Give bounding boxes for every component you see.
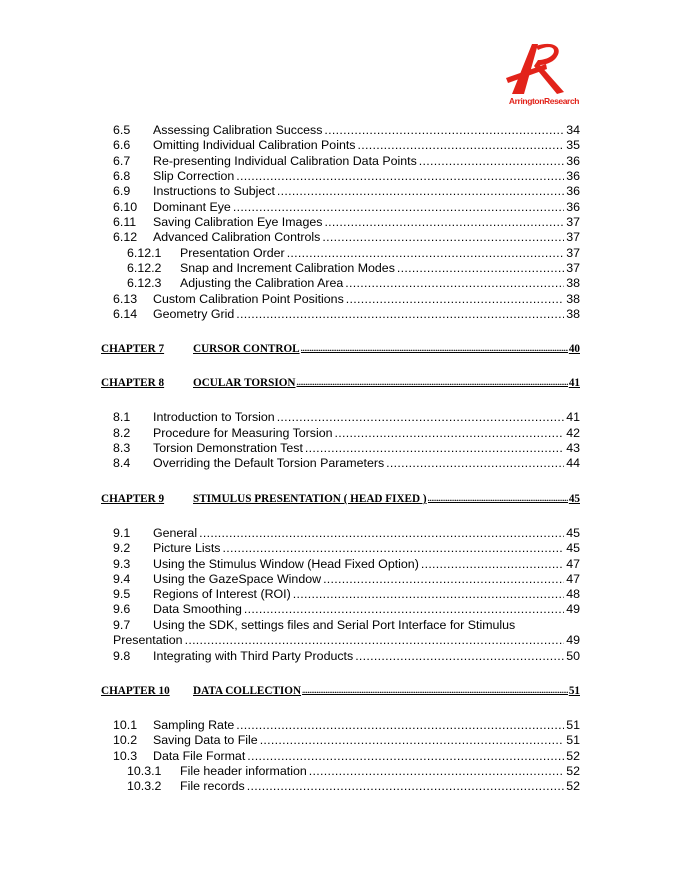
logo-brand-text: ArringtonResearch: [508, 96, 580, 106]
entry-number: 9.1: [113, 526, 131, 540]
entry-title: Picture Lists: [153, 541, 221, 555]
entry-number: 9.7: [113, 618, 131, 632]
entry-title: Omitting Individual Calibration Points: [153, 138, 356, 152]
entry-page: 34: [566, 123, 580, 137]
entry-number: 8.2: [113, 426, 131, 440]
chapter-heading-9[interactable]: [101, 492, 580, 506]
entry-title: Re-presenting Individual Calibration Data Points: [153, 154, 417, 168]
entry-page: 37: [566, 261, 580, 275]
entry-page: 43: [566, 441, 580, 455]
chapter-page: 51: [568, 685, 580, 697]
entry-title: File records: [180, 779, 245, 793]
toc-entry[interactable]: [113, 602, 580, 617]
dot-leader: [287, 246, 565, 261]
entry-number: 9.6: [113, 602, 131, 616]
toc-entry[interactable]: [113, 733, 580, 748]
entry-title: Snap and Increment Calibration Modes: [180, 261, 395, 275]
chapter-title: OCULAR TORSION: [193, 377, 296, 389]
toc-subentry[interactable]: [127, 779, 580, 794]
toc-entry[interactable]: [113, 557, 580, 572]
dot-leader: [324, 215, 564, 230]
entry-page: 52: [566, 779, 580, 793]
entry-number: 6.5: [113, 123, 131, 137]
entry-number: 6.8: [113, 169, 131, 183]
dot-leader: [335, 426, 565, 441]
entry-number: 8.4: [113, 456, 131, 470]
toc-entry[interactable]: [113, 169, 580, 184]
entry-number: 10.2: [113, 733, 138, 747]
dot-leader: [419, 154, 564, 169]
toc-subentry[interactable]: [127, 261, 580, 276]
toc-entry[interactable]: [113, 587, 580, 602]
entry-title: File header information: [180, 764, 307, 778]
entry-page: 38: [566, 307, 580, 321]
chapter-title: STIMULUS PRESENTATION ( HEAD FIXED ): [193, 493, 427, 505]
chapter-number: CHAPTER 7: [101, 343, 165, 355]
entry-page: 47: [566, 572, 580, 586]
entry-page: 47: [566, 557, 580, 571]
entry-number: 6.10: [113, 200, 138, 214]
entry-title: General: [153, 526, 198, 540]
toc-entry[interactable]: [113, 441, 580, 456]
entry-title: Instructions to Subject: [153, 184, 275, 198]
toc-entry[interactable]: [113, 410, 580, 425]
entry-page: 38: [566, 276, 580, 290]
toc-entry[interactable]: [113, 138, 580, 153]
dot-leader: [323, 572, 564, 587]
entry-number: 10.3: [113, 749, 138, 763]
dot-leader: [277, 410, 565, 425]
dot-leader: [244, 602, 564, 617]
entry-page: 51: [566, 718, 580, 732]
entry-number: 6.7: [113, 154, 131, 168]
entry-title: Saving Data to File: [153, 733, 258, 747]
entry-title: Introduction to Torsion: [153, 410, 275, 424]
entry-title: Sampling Rate: [153, 718, 235, 732]
dot-leader: [322, 230, 564, 245]
chapter-page: 40: [568, 343, 580, 355]
entry-number: 6.12.3: [127, 276, 162, 290]
entry-page: 51: [566, 733, 580, 747]
entry-title: Advanced Calibration Controls: [153, 230, 321, 244]
toc-entry[interactable]: [113, 200, 580, 215]
dot-leader: [247, 749, 564, 764]
toc-subentry[interactable]: [127, 276, 580, 291]
entry-page: 36: [566, 200, 580, 214]
entry-page: 52: [566, 749, 580, 763]
entry-title: Overriding the Default Torsion Parameters: [153, 456, 385, 470]
entry-number: 9.8: [113, 649, 131, 663]
entry-page: 36: [566, 154, 580, 168]
dot-leader: [236, 169, 564, 184]
dot-leader: [357, 138, 564, 153]
toc-entry[interactable]: [113, 572, 580, 587]
entry-page: 36: [566, 169, 580, 183]
toc-entry[interactable]: [113, 749, 580, 764]
entry-number: 6.13: [113, 292, 138, 306]
dot-leader: [309, 764, 564, 779]
entry-page: 52: [566, 764, 580, 778]
entry-title: Custom Calibration Point Positions: [153, 292, 344, 306]
toc-entry[interactable]: [113, 718, 580, 733]
entry-page: 45: [566, 541, 580, 555]
dot-leader: [277, 184, 564, 199]
arrington-research-logo: [502, 38, 582, 112]
entry-title: Presentation Order: [180, 246, 285, 260]
entry-page: 48: [566, 587, 580, 601]
entry-title: Slip Correction: [153, 169, 235, 183]
ar-monogram-icon: [502, 38, 582, 98]
dot-leader: [428, 492, 568, 506]
toc-entry[interactable]: [113, 426, 580, 441]
dot-leader: [305, 441, 564, 456]
dot-leader: [247, 779, 564, 794]
dot-leader: [346, 292, 564, 307]
chapter-number: CHAPTER 9: [101, 493, 165, 505]
chapter-page: 45: [568, 493, 580, 505]
entry-number: 6.11: [113, 215, 137, 229]
entry-title: Using the GazeSpace Window: [153, 572, 322, 586]
entry-page: 37: [566, 246, 580, 260]
entry-page: 36: [566, 184, 580, 198]
chapter-title: CURSOR CONTROL: [193, 343, 300, 355]
entry-number: 9.2: [113, 541, 131, 555]
toc-entry[interactable]: [113, 526, 580, 541]
toc-entry[interactable]: [113, 154, 580, 169]
dot-leader: [302, 684, 568, 698]
chapter-heading-7[interactable]: [101, 342, 580, 356]
toc-entry[interactable]: [113, 184, 580, 199]
dot-leader: [199, 526, 564, 541]
dot-leader: [421, 557, 564, 572]
entry-title: Saving Calibration Eye Images: [153, 215, 323, 229]
entry-number: 6.12: [113, 230, 138, 244]
toc-subentry[interactable]: [127, 764, 580, 779]
entry-title: Data Smoothing: [153, 602, 242, 616]
toc-entry-multiline[interactable]: [113, 618, 580, 633]
dot-leader: [301, 342, 568, 356]
entry-number: 10.3.2: [127, 779, 162, 793]
entry-page: 50: [566, 649, 580, 663]
entry-page: 45: [566, 526, 580, 540]
entry-title: Using the SDK, settings files and Serial Port Interface for Stimulus: [153, 618, 516, 632]
entry-page: 44: [566, 456, 580, 470]
entry-title: Geometry Grid: [153, 307, 235, 321]
entry-number: 6.6: [113, 138, 131, 152]
dot-leader: [386, 456, 564, 471]
entry-page: 49: [566, 602, 580, 616]
toc-entry[interactable]: [113, 456, 580, 471]
toc-entry-continuation[interactable]: [113, 633, 580, 648]
dot-leader: [260, 733, 565, 748]
chapter-number: CHAPTER 8: [101, 377, 165, 389]
dot-leader: [397, 261, 564, 276]
dot-leader: [355, 649, 564, 664]
entry-page: 41: [566, 410, 580, 424]
entry-number: 8.3: [113, 441, 131, 455]
entry-title: Integrating with Third Party Products: [153, 649, 354, 663]
dot-leader: [236, 307, 564, 322]
entry-page: 42: [566, 426, 580, 440]
dot-leader: [324, 123, 564, 138]
dot-leader: [236, 718, 564, 733]
toc-entry[interactable]: [113, 123, 580, 138]
entry-page: 35: [566, 138, 580, 152]
toc-entry[interactable]: [113, 230, 580, 245]
toc-entry[interactable]: [113, 541, 580, 556]
entry-number: 6.12.1: [127, 246, 162, 260]
entry-title: Data File Format: [153, 749, 246, 763]
entry-title: Assessing Calibration Success: [153, 123, 323, 137]
entry-title: Regions of Interest (ROI): [153, 587, 291, 601]
toc-entry[interactable]: [113, 649, 580, 664]
dot-leader: [185, 633, 565, 648]
entry-title: Procedure for Measuring Torsion: [153, 426, 333, 440]
entry-number: 6.9: [113, 184, 131, 198]
dot-leader: [293, 587, 564, 602]
chapter-heading-8[interactable]: [101, 376, 580, 390]
toc-entry[interactable]: [113, 215, 580, 230]
chapter-title: DATA COLLECTION: [193, 685, 302, 697]
entry-page: 38: [566, 292, 580, 306]
entry-number: 10.1: [113, 718, 138, 732]
entry-page: 49: [566, 633, 580, 647]
dot-leader: [345, 276, 564, 291]
toc-subentry[interactable]: [127, 246, 580, 261]
entry-title: Adjusting the Calibration Area: [180, 276, 344, 290]
entry-number: 6.14: [113, 307, 138, 321]
dot-leader: [222, 541, 564, 556]
entry-title: Torsion Demonstration Test: [153, 441, 303, 455]
toc-entry[interactable]: [113, 292, 580, 307]
entry-number: 9.3: [113, 557, 131, 571]
dot-leader: [296, 376, 567, 390]
toc-entry[interactable]: [113, 307, 580, 322]
chapter-page: 41: [568, 377, 580, 389]
entry-number: 8.1: [113, 410, 131, 424]
entry-title: Using the Stimulus Window (Head Fixed Option): [153, 557, 419, 571]
entry-number: 10.3.1: [127, 764, 162, 778]
entry-number: 9.4: [113, 572, 131, 586]
entry-title-continuation: Presentation: [113, 633, 183, 647]
chapter-number: CHAPTER 10: [101, 685, 170, 697]
entry-title: Dominant Eye: [153, 200, 231, 214]
chapter-heading-10[interactable]: [101, 684, 580, 698]
entry-page: 37: [566, 215, 580, 229]
entry-number: 6.12.2: [127, 261, 162, 275]
entry-number: 9.5: [113, 587, 131, 601]
entry-page: 37: [566, 230, 580, 244]
dot-leader: [233, 200, 564, 215]
